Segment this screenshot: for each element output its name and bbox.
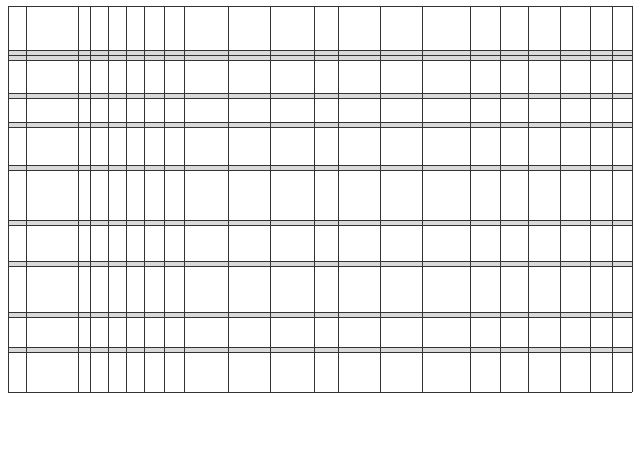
grid-line-vertical: [560, 6, 561, 392]
grid-line-vertical: [380, 6, 381, 392]
grid-line-horizontal: [8, 55, 632, 56]
table-row: [8, 170, 632, 220]
grid-line-horizontal: [8, 266, 632, 267]
grid-line-horizontal: [8, 98, 632, 99]
grid-line-horizontal: [8, 6, 632, 7]
grid-line-vertical: [590, 6, 591, 392]
grid-line-vertical: [422, 6, 423, 392]
grid-line-vertical: [470, 6, 471, 392]
grid-line-horizontal: [8, 352, 632, 353]
table-row: [8, 98, 632, 122]
grid-line-horizontal: [8, 60, 632, 61]
table-row: [8, 317, 632, 347]
grid-line-horizontal: [8, 127, 632, 128]
grid-line-vertical: [8, 6, 9, 392]
grid-line-vertical: [338, 6, 339, 392]
grid-line-vertical: [270, 6, 271, 392]
grid-line-vertical: [632, 6, 633, 392]
grid-line-horizontal: [8, 347, 632, 348]
grid-line-horizontal: [8, 50, 632, 51]
grid-line-vertical: [164, 6, 165, 392]
table-header-row: [8, 6, 632, 50]
grid-line-vertical: [228, 6, 229, 392]
grid-line-vertical: [314, 6, 315, 392]
grid-line-horizontal: [8, 170, 632, 171]
grid-line-vertical: [500, 6, 501, 392]
table-row: [8, 127, 632, 165]
grid-line-horizontal: [8, 392, 632, 393]
grid-line-vertical: [108, 6, 109, 392]
document-page: [8, 6, 632, 446]
grid-line-horizontal: [8, 220, 632, 221]
grid-line-horizontal: [8, 93, 632, 94]
grid-line-vertical: [90, 6, 91, 392]
grid-line-horizontal: [8, 225, 632, 226]
table-row: [8, 352, 632, 392]
grid-line-vertical: [612, 6, 613, 392]
grid-line-horizontal: [8, 261, 632, 262]
grid-line-horizontal: [8, 165, 632, 166]
table-row: [8, 60, 632, 93]
grid-line-vertical: [78, 6, 79, 392]
table-row: [8, 225, 632, 261]
grid-line-horizontal: [8, 317, 632, 318]
grid-line-horizontal: [8, 122, 632, 123]
grid-line-horizontal: [8, 312, 632, 313]
grid-line-vertical: [126, 6, 127, 392]
grid-line-vertical: [144, 6, 145, 392]
grid-line-vertical: [184, 6, 185, 392]
grid-line-vertical: [26, 6, 27, 392]
grid-line-vertical: [528, 6, 529, 392]
table-row: [8, 266, 632, 312]
